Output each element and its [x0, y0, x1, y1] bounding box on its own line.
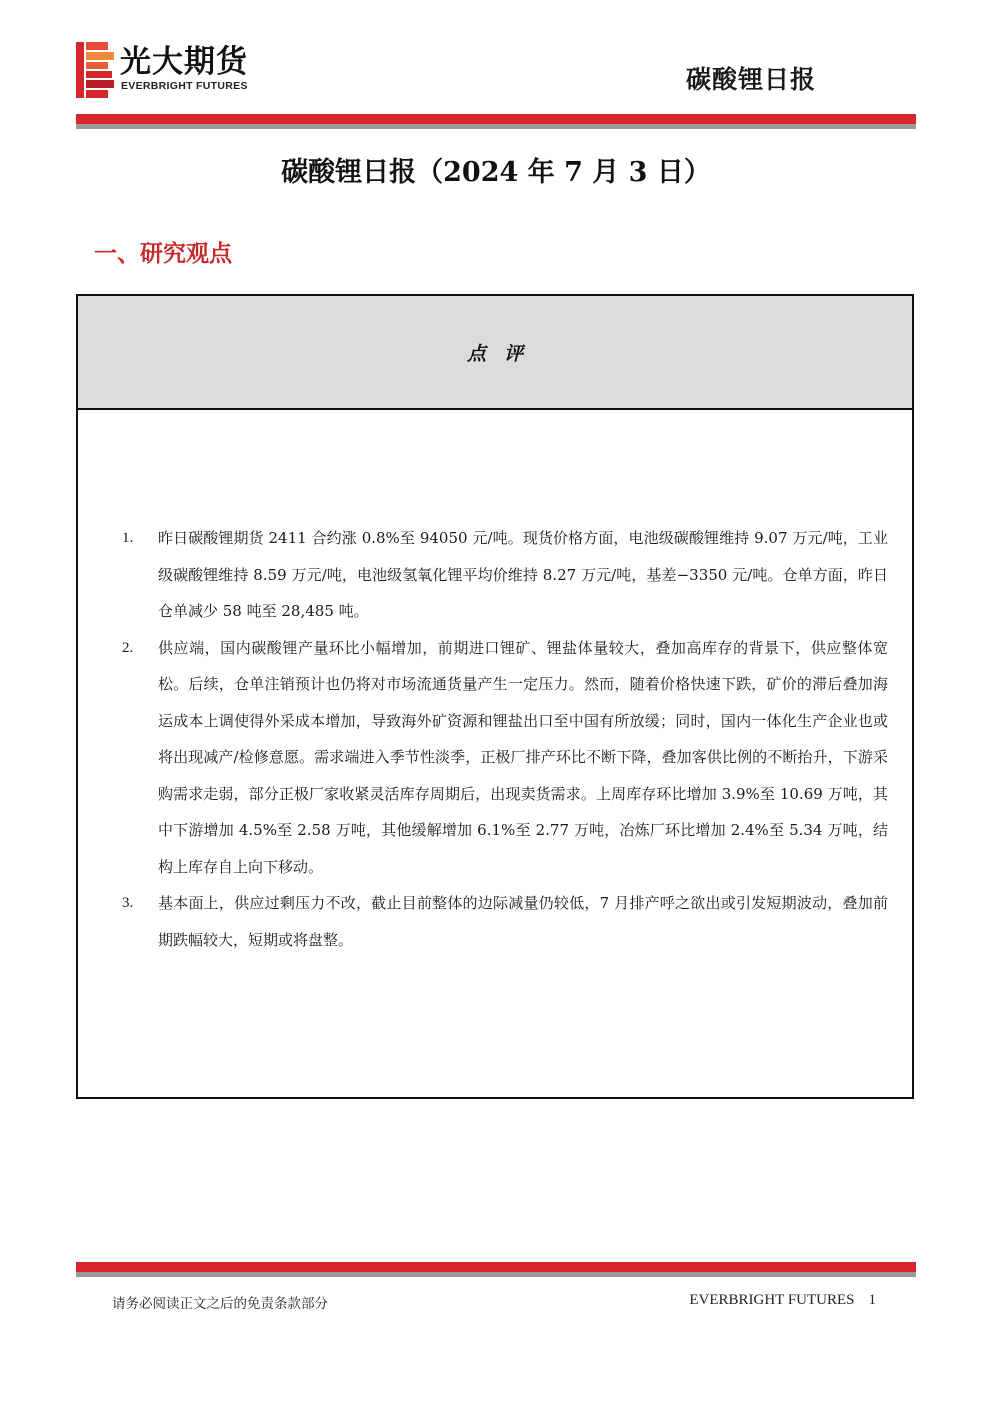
comment-point	[78, 885, 912, 958]
comment-table	[76, 294, 914, 1099]
footer-disclaimer: 请务必阅读正文之后的免责条款部分	[112, 1296, 328, 1312]
footer-info	[689, 1292, 876, 1309]
comment-heading: 点评	[466, 342, 541, 365]
footer-company: EVERBRIGHT FUTURES	[689, 1292, 855, 1308]
comment-point	[78, 630, 912, 886]
point-text: 昨日碳酸锂期货 2411 合约涨 0.8%至 94050 元/吨。现货价格方面，电池级碳酸锂维持 9.07 万元/吨，工业级碳酸锂维持 8.59 万元/吨，电池级氢氧化锂平均价维持 8.27 万元/吨，基差−3350 元/吨。仓单方面，昨日仓单减少 58 吨至 28,485 吨。	[158, 529, 888, 620]
section-heading: 一、研究观点	[94, 241, 232, 267]
logo-english-name: EVERBRIGHT FUTURES	[121, 80, 248, 92]
logo-chinese-name: 光大期货	[120, 44, 248, 80]
point-number: 1.	[122, 530, 134, 546]
comment-points	[78, 520, 912, 958]
point-number: 3.	[122, 895, 134, 911]
header-divider	[76, 114, 916, 129]
header-report-name: 碳酸锂日报	[685, 65, 816, 94]
comment-point	[78, 520, 912, 630]
footer-divider	[76, 1262, 916, 1277]
page-number: 1	[868, 1292, 876, 1308]
point-text: 供应端，国内碳酸锂产量环比小幅增加，前期进口锂矿、锂盐体量较大，叠加高库存的背景下，供应整体宽松。后续，仓单注销预计也仍将对市场流通货量产生一定压力。然而，随着价格快速下跌，矿价的滞后叠加海运成本上调使得外采成本增加，导致海外矿资源和锂盐出口至中国有所放缓；同时，国内一体化生产企业也或将出现减产/检修意愿。需求端进入季节性淡季，正极厂排产环比不断下降，叠加客供比例的不断抬升，下游采购需求走弱，部分正极厂家收紧灵活库存周期后，出现卖货需求。上周库存环比增加 3.9%至 10.69 万吨，其中下游增加 4.5%至 2.58 万吨，其他缓解增加 6.1%至 2.77 万吨，冶炼厂环比增加 2.4%至 5.34 万吨，结构上库存自上向下移动。	[158, 638, 888, 876]
company-logo	[76, 42, 286, 98]
document-title: 碳酸锂日报（2024 年 7 月 3 日）	[281, 157, 711, 188]
everbright-logo-icon	[76, 42, 114, 98]
point-text: 基本面上，供应过剩压力不改，截止目前整体的边际减量仍较低，7 月排产呼之欲出或引发短期波动，叠加前期跌幅较大，短期或将盘整。	[158, 894, 888, 949]
comment-table-header	[78, 296, 912, 410]
point-number: 2.	[122, 639, 134, 656]
